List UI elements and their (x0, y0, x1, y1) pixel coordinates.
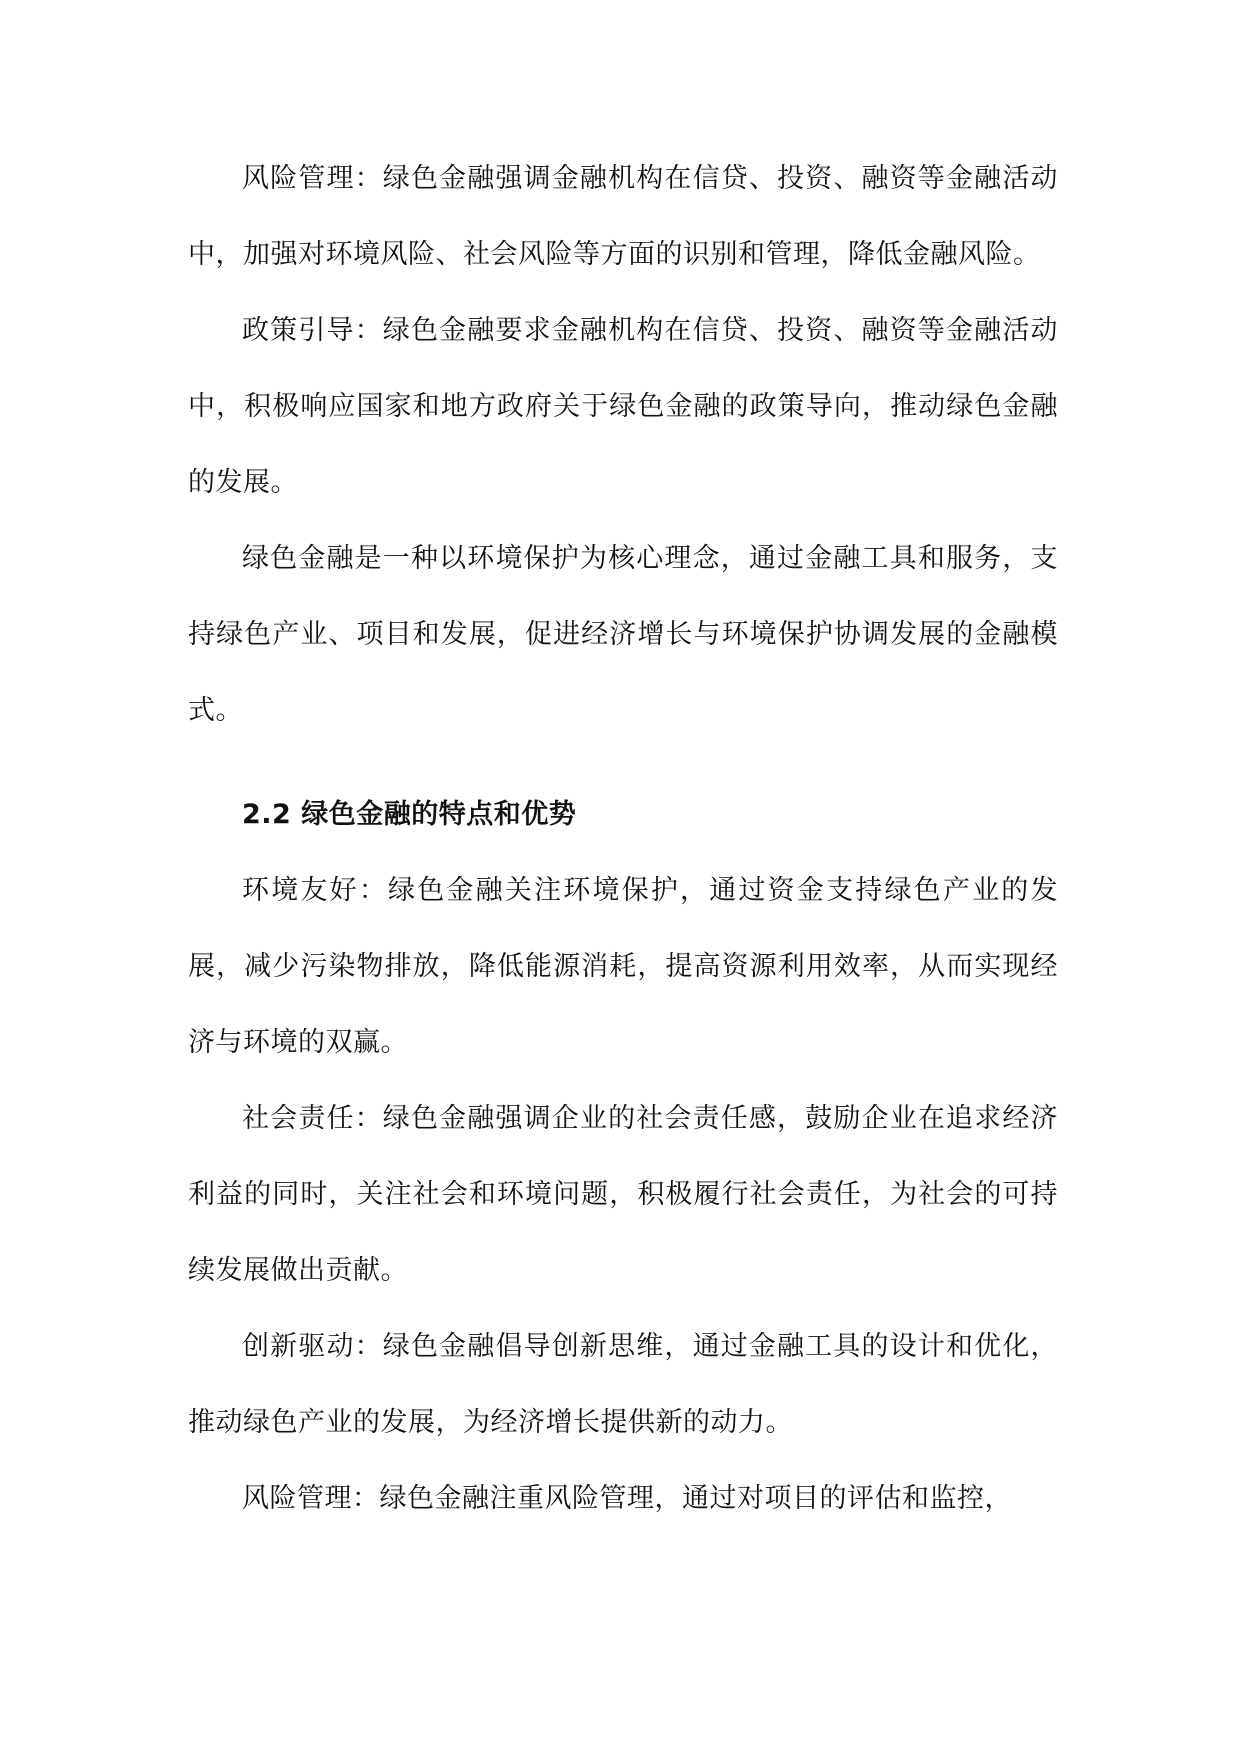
paragraph-social-responsibility: 社会责任：绿色金融强调企业的社会责任感，鼓励企业在追求经济利益的同时，关注社会和环境问题，积极履行社会责任，为社会的可持续发展做出贡献。 (188, 1103, 1058, 1286)
paragraph-risk-management-2: 风险管理：绿色金融注重风险管理，通过对项目的评估和监控， (242, 1483, 1012, 1514)
paragraph-policy-guidance: 政策引导：绿色金融要求金融机构在信贷、投资、融资等金融活动中，积极响应国家和地方政府关于绿色金融的政策导向，推动绿色金融的发展。 (188, 315, 1058, 498)
document-body (188, 141, 1058, 1537)
paragraph-environment-friendly: 环境友好：绿色金融关注环境保护，通过资金支持绿色产业的发展，减少污染物排放，降低能源消耗，提高资源利用效率，从而实现经济与环境的双赢。 (188, 875, 1058, 1058)
paragraph-green-finance-definition: 绿色金融是一种以环境保护为核心理念，通过金融工具和服务，支持绿色产业、项目和发展，促进经济增长与环境保护协调发展的金融模式。 (188, 543, 1058, 726)
paragraph-risk-management: 风险管理：绿色金融强调金融机构在信贷、投资、融资等金融活动中，加强对环境风险、社会风险等方面的识别和管理，降低金融风险。 (188, 163, 1058, 270)
section-heading: 2.2 绿色金融的特点和优势 (242, 799, 577, 830)
paragraph-innovation-driven: 创新驱动：绿色金融倡导创新思维，通过金融工具的设计和优化，推动绿色产业的发展，为经济增长提供新的动力。 (188, 1331, 1058, 1438)
